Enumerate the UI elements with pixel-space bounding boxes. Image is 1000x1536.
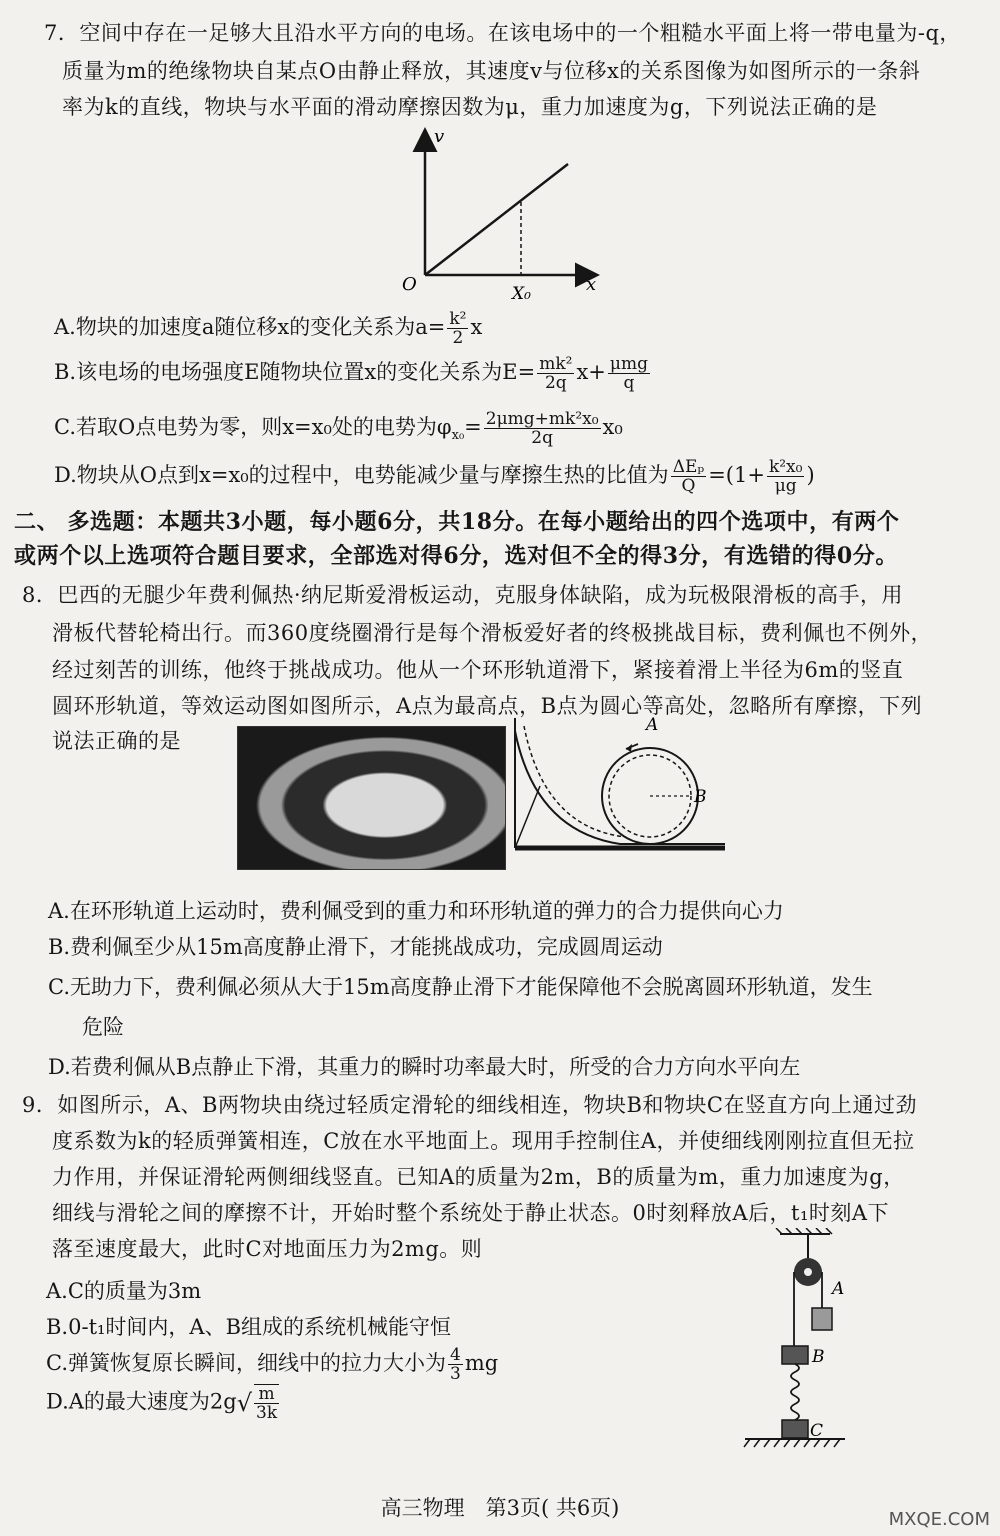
q8-option-d[interactable]: D.若费利佩从B点静止下滑，其重力的瞬时功率最大时，所受的合力方向水平向左 (48, 1055, 801, 1079)
q7-option-a-tail: x (470, 315, 483, 339)
q9-ground-hatch (744, 1439, 840, 1447)
q8-ramp-path-dashed (524, 726, 626, 837)
q7-stem-line-2: 质量为m的绝缘物块自某点O由静止释放，其速度v与位移x的关系图像为如图所示的一条斜 (62, 59, 921, 83)
q8-skateboard-loop-photo (237, 726, 506, 870)
q8-stem-line-5: 说法正确的是 (52, 729, 181, 753)
q7-option-a-num: k² (449, 309, 467, 329)
q9-block-b-label: B (812, 1347, 825, 1367)
q8-option-c[interactable]: C.无助力下，费利佩必须从大于15m高度静止滑下才能保障他不会脱离圆环形轨道，发生 (48, 975, 873, 999)
q7-option-b-den-2: q (623, 373, 635, 393)
q8-option-b[interactable]: B.费利佩至少从15m高度静止滑下，才能挑战成功，完成圆周运动 (48, 935, 663, 959)
q7-velocity-displacement-graph (390, 122, 610, 307)
section-2-heading-line-1: 二、 多选题：本题共3小题，每小题6分，共18分。在每小题给出的四个选项中，有两个 (14, 509, 900, 535)
q7-x0-label: X₀ (512, 284, 531, 304)
q8-stem-line-1: 8．巴西的无腿少年费利佩热·纳尼斯爱滑板运动，克服身体缺陷，成为玩极限滑板的高手，用 (22, 583, 904, 607)
q9-option-c-text: C.弹簧恢复原长瞬间，细线中的拉力大小为 (46, 1351, 446, 1375)
q7-option-c-den: 2q (531, 428, 553, 448)
q7-option-c-text: C.若取O点电势为零，则x=x₀处的电势为φ (54, 415, 452, 439)
q9-option-d-num: m (254, 1385, 279, 1404)
q8-option-a[interactable]: A.在环形轨道上运动时，费利佩受到的重力和环形轨道的弹力的合力提供向心力 (48, 899, 784, 923)
q7-option-b-fraction-2 (608, 355, 650, 392)
q7-option-c-eq: = (464, 415, 482, 439)
q7-option-c-fraction (484, 410, 601, 447)
q7-option-b-num-1: mk² (539, 354, 573, 374)
q7-option-c-tail: x₀ (602, 415, 623, 439)
q9-block-c-label: C (810, 1421, 824, 1441)
watermark: MXQE.COM (888, 1509, 990, 1530)
q7-option-d-den-1: Q (681, 476, 696, 496)
page-footer: 高三物理 第3页( 共6页) (380, 1496, 620, 1520)
q8-stem-line-3: 经过刻苦的训练，他终于挑战成功。他从一个环形轨道滑下，紧接着滑上半径为6m的竖直 (52, 658, 904, 682)
q9-stem-line-3: 力作用，并保证滑轮两侧细线竖直。已知A的质量为2m，B的质量为m，重力加速度为g， (52, 1165, 905, 1189)
q9-stem-line-1: 9．如图所示，A、B两物块由绕过轻质定滑轮的细线相连，物块B和物块C在竖直方向上通过劲 (22, 1093, 917, 1117)
q7-option-c-num: 2μmg+mk²x₀ (485, 409, 599, 429)
q8-loop-track-diagram (510, 716, 735, 866)
q9-option-a[interactable]: A.C的质量为3m (46, 1279, 202, 1303)
q7-option-b[interactable] (54, 355, 652, 392)
q8-stem-line-2: 滑板代替轮椅出行。而360度绕圈滑行是每个滑板爱好者的终极挑战目标，费利佩也不例外， (52, 621, 933, 645)
q7-option-a-text: A.物块的加速度a随位移x的变化关系为a= (54, 315, 446, 339)
q7-option-b-fraction-1 (537, 355, 574, 392)
q8-ramp-support (515, 786, 540, 848)
q9-option-c-num: 4 (450, 1345, 461, 1365)
section-2-heading-line-2: 或两个以上选项符合题目要求，全部选对得6分，选对但不全的得3分，有选错的得0分。 (14, 543, 898, 569)
q8-stem-line-4: 圆环形轨道，等效运动图如图所示，A点为最高点，B点为圆心等高处，忽略所有摩擦，下列 (52, 694, 923, 718)
q8-point-b-label: B (694, 787, 707, 807)
q7-option-b-mid: x+ (576, 360, 606, 384)
q9-spring-icon (791, 1364, 799, 1420)
q7-y-axis-label: v (434, 126, 445, 147)
q9-stem-line-4: 细线与滑轮之间的摩擦不计，开始时整个系统处于静止状态。0时刻释放A后，t₁时刻A下 (52, 1201, 890, 1225)
q7-stem-line-3: 率为k的直线，物块与水平面的滑动摩擦因数为μ，重力加速度为g，下列说法正确的是 (62, 95, 878, 119)
q7-x-axis-label: x (586, 274, 597, 295)
q7-option-d[interactable] (54, 458, 815, 495)
q9-option-c-den: 3 (450, 1364, 461, 1384)
q9-pulley-spring-diagram (740, 1228, 860, 1458)
q7-option-a-fraction (447, 310, 468, 347)
sqrt-sign-icon: √ (236, 1389, 253, 1417)
q7-option-b-num-2: μmg (609, 354, 648, 374)
q9-option-d-den: 3k (256, 1403, 278, 1423)
q7-option-b-text: B.该电场的电场强度E随物块位置x的变化关系为E= (54, 360, 536, 384)
q9-option-c[interactable] (46, 1346, 498, 1383)
q7-option-d-mid: =(1+ (708, 463, 765, 487)
q9-block-a (812, 1308, 832, 1330)
q7-option-a-den: 2 (452, 328, 464, 348)
q8-option-c-continued: 危险 (82, 1015, 124, 1039)
q9-stem-line-5: 落至速度最大，此时C对地面压力为2mg。则 (52, 1237, 483, 1261)
q9-block-b (782, 1346, 808, 1364)
q7-option-c-sub: x₀ (451, 428, 465, 444)
q9-option-d[interactable] (46, 1384, 281, 1422)
q9-option-c-tail: mg (464, 1351, 499, 1375)
q7-option-d-fraction-2 (767, 458, 805, 495)
q9-option-b[interactable]: B.0-t₁时间内，A、B组成的系统机械能守恒 (46, 1315, 452, 1339)
q7-origin-label: O (402, 274, 417, 295)
q9-option-c-fraction (448, 1346, 463, 1383)
q8-point-a-label: A (646, 716, 659, 735)
q7-option-d-text: D.物块从O点到x=x₀的过程中，电势能减少量与摩擦生热的比值为 (54, 463, 669, 487)
q7-option-c[interactable] (54, 410, 623, 451)
q7-stem-line-1: 7．空间中存在一足够大且沿水平方向的电场。在该电场中的一个粗糙水平面上将一带电量为-q， (44, 21, 961, 45)
q7-option-b-den-1: 2q (544, 373, 567, 393)
q7-option-d-tail: ) (806, 463, 815, 487)
q9-option-d-fraction (254, 1384, 279, 1422)
q9-pulley-axle (804, 1268, 812, 1276)
q7-option-d-num-1: ΔEₚ (672, 457, 705, 477)
q7-v-x-line (425, 164, 568, 275)
q9-block-c (782, 1420, 808, 1438)
q9-option-d-text: D.A的最大速度为2g (46, 1389, 237, 1414)
q7-option-d-fraction-1 (671, 458, 707, 495)
q9-stem-line-2: 度系数为k的轻质弹簧相连，C放在水平地面上。现用手控制住A，并使细线刚刚拉直但无拉 (52, 1129, 915, 1153)
q7-option-d-den-2: μg (774, 476, 797, 496)
q7-option-a[interactable] (54, 310, 482, 347)
q7-option-d-num-2: k²x₀ (768, 457, 803, 477)
q9-block-a-label: A (832, 1279, 845, 1299)
